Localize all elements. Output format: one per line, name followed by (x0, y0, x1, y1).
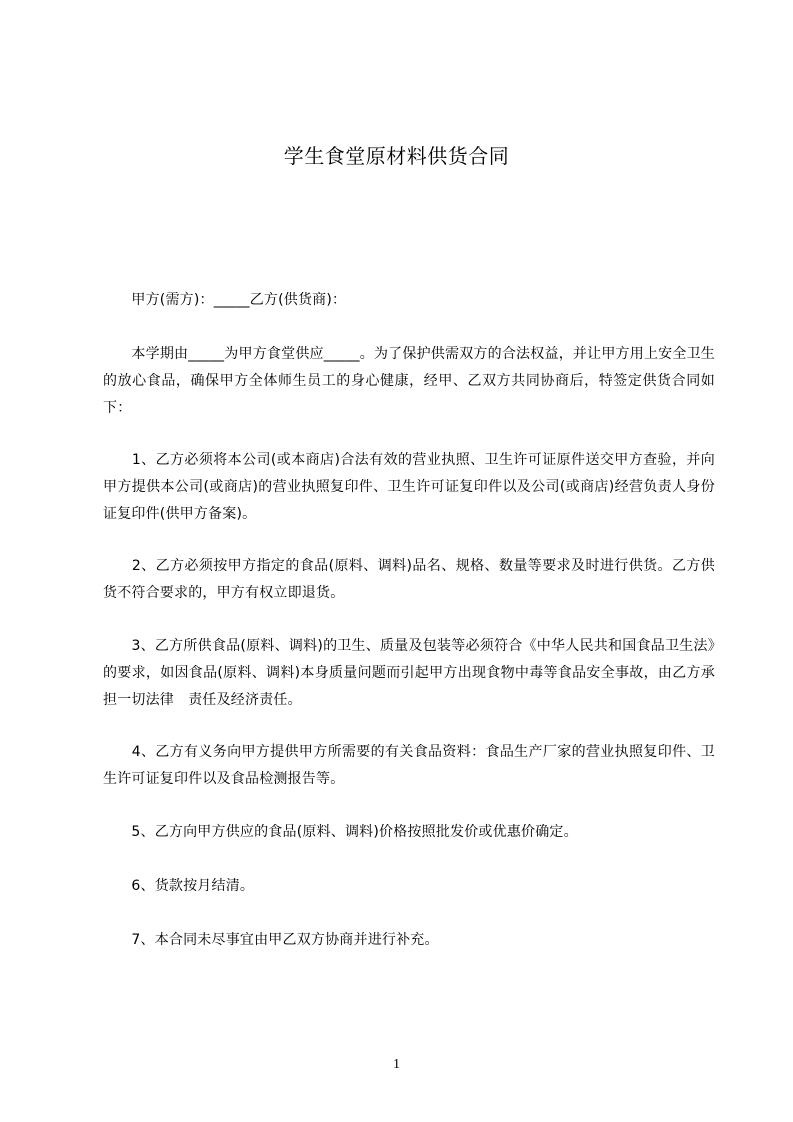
page-number: 1 (393, 1057, 400, 1072)
clause-2: 2、乙方必须按甲方指定的食品(原料、调料)品名、规格、数量等要求及时进行供货。乙方供货不符合要求的，甲方有权立即退货。 (103, 558, 715, 601)
clause-7: 7、本合同未尽事宜由甲乙双方协商并进行补充。 (103, 932, 439, 948)
clause-3: 3、乙方所供食品(原料、调料)的卫生、质量及包装等必须符合《中华人民共和国食品卫生法》的要求，如因食品(原料、调料)本身质量问题而引起甲方出现食物中毒等食品安全事故，由乙方承担一切法律 责任及经济责任。 (103, 638, 715, 708)
parties-line: 甲方(需方)：_____乙方(供货商)： (103, 292, 347, 308)
clause-5: 5、乙方向甲方供应的食品(原料、调料)价格按照批发价或优惠价确定。 (103, 824, 578, 840)
clause-4: 4、乙方有义务向甲方提供甲方所需要的有关食品资料：食品生产厂家的营业执照复印件、卫生许可证复印件以及食品检测报告等。 (103, 744, 715, 787)
page-title: 学生食堂原材料供货合同 (283, 144, 510, 168)
clause-6: 6、货款按月结清。 (103, 878, 255, 894)
clause-1: 1、乙方必须将本公司(或本商店)合法有效的营业执照、卫生许可证原件送交甲方查验，并向甲方提供本公司(或商店)的营业执照复印件、卫生许可证复印件以及公司(或商店)经营负责人身份证复印件(供甲方备案)。 (103, 452, 715, 522)
intro-paragraph: 本学期由_____为甲方食堂供应_____。为了保护供需双方的合法权益，并让甲方用上安全卫生的放心食品，确保甲方全体师生员工的身心健康，经甲、乙双方共同协商后，特签定供货合同如下： (103, 346, 715, 416)
